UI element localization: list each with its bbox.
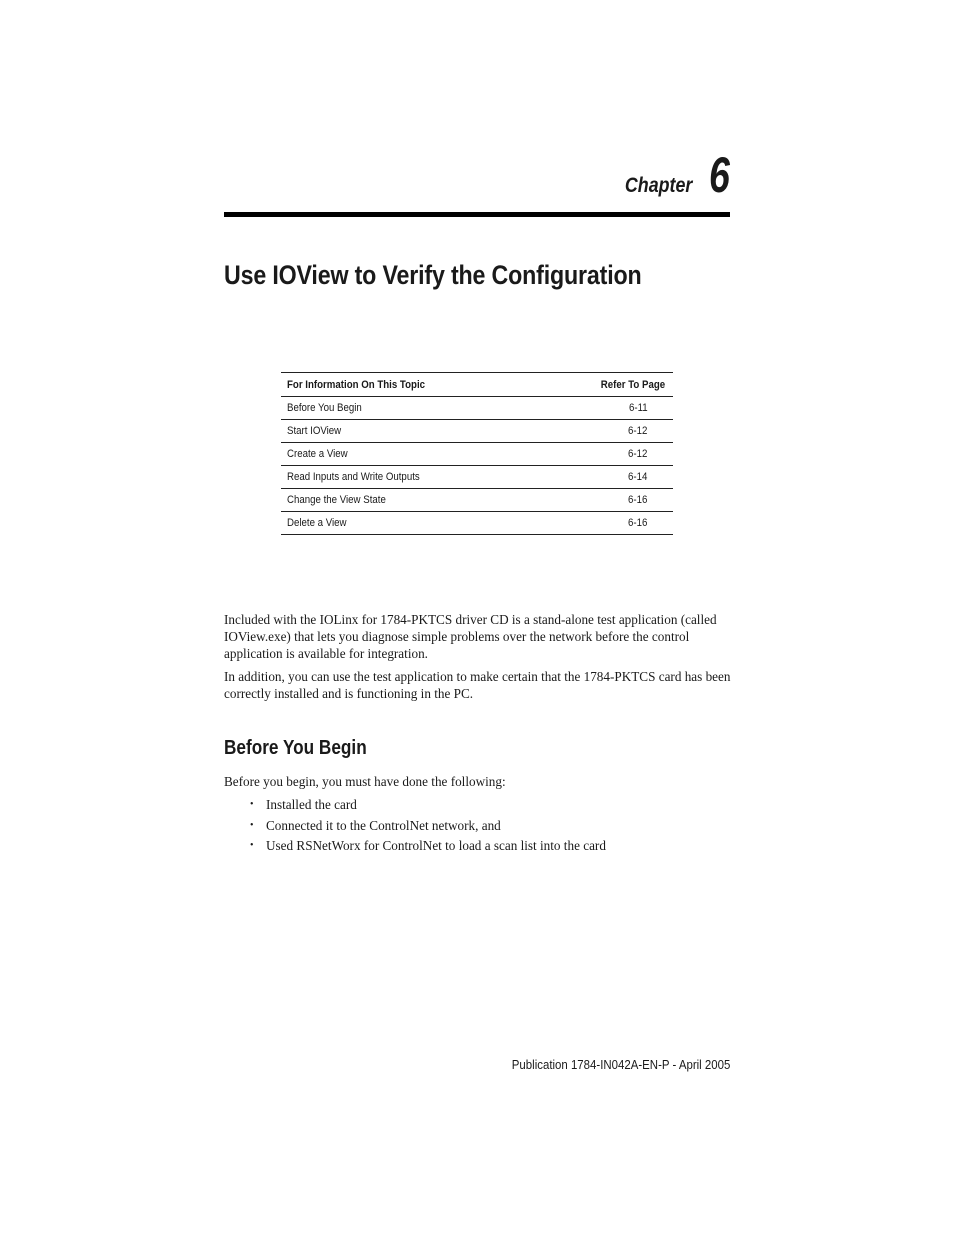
- row-page: 6-12: [525, 443, 673, 466]
- row-topic: Before You Begin: [281, 397, 525, 420]
- row-topic: Read Inputs and Write Outputs: [281, 466, 525, 489]
- row-page: 6-16: [525, 512, 673, 535]
- bullet-icon: •: [250, 819, 254, 831]
- bullet-icon: •: [250, 840, 254, 851]
- chapter-rule: [224, 212, 730, 217]
- row-page: 6-11: [525, 397, 673, 420]
- intro-paragraph: Included with the IOLinx for 1784-PKTCS driver CD is a stand-alone test application (called IOView.exe) that lets you diagnose simple problems over the network before the control application is available for integration.: [224, 612, 717, 661]
- chapter-heading: [613, 147, 730, 203]
- section-title: Before You Begin: [224, 737, 367, 759]
- row-topic: Start IOView: [281, 420, 525, 443]
- publication-footer: Publication 1784-IN042A-EN-P - April 2005: [511, 1057, 730, 1072]
- row-page: 6-12: [525, 420, 673, 443]
- row-topic: Change the View State: [281, 489, 525, 512]
- page-title: Use IOView to Verify the Configuration: [224, 260, 642, 290]
- row-page: 6-14: [525, 466, 673, 489]
- bullet-icon: •: [250, 799, 254, 810]
- table-row: [281, 443, 673, 466]
- list-item-text: Connected it to the ControlNet network, and: [266, 817, 501, 833]
- table-row: [281, 397, 673, 420]
- header-page: Refer To Page: [525, 373, 673, 397]
- table-row: [281, 512, 673, 535]
- list-item: [250, 817, 606, 838]
- list-item: [250, 837, 606, 858]
- table-row: [281, 420, 673, 443]
- chapter-number: 6: [709, 147, 730, 203]
- row-page: 6-16: [525, 489, 673, 512]
- table-row: [281, 466, 673, 489]
- list-item-text: Installed the card: [266, 797, 357, 812]
- table-header-row: [281, 373, 673, 397]
- topic-table: [281, 372, 673, 535]
- table-row: [281, 489, 673, 512]
- addition-paragraph: In addition, you can use the test application to make certain that the 1784-PKTCS card has been correctly installed and is functioning in the PC.: [224, 669, 731, 701]
- prerequisite-list: [250, 796, 606, 858]
- chapter-label: Chapter: [624, 174, 693, 197]
- header-topic: For Information On This Topic: [281, 373, 525, 397]
- row-topic: Create a View: [281, 443, 525, 466]
- section-intro: Before you begin, you must have done the following:: [224, 774, 506, 789]
- list-item-text: Used RSNetWorx for ControlNet to load a scan list into the card: [266, 838, 606, 853]
- list-item: [250, 796, 606, 817]
- row-topic: Delete a View: [281, 512, 525, 535]
